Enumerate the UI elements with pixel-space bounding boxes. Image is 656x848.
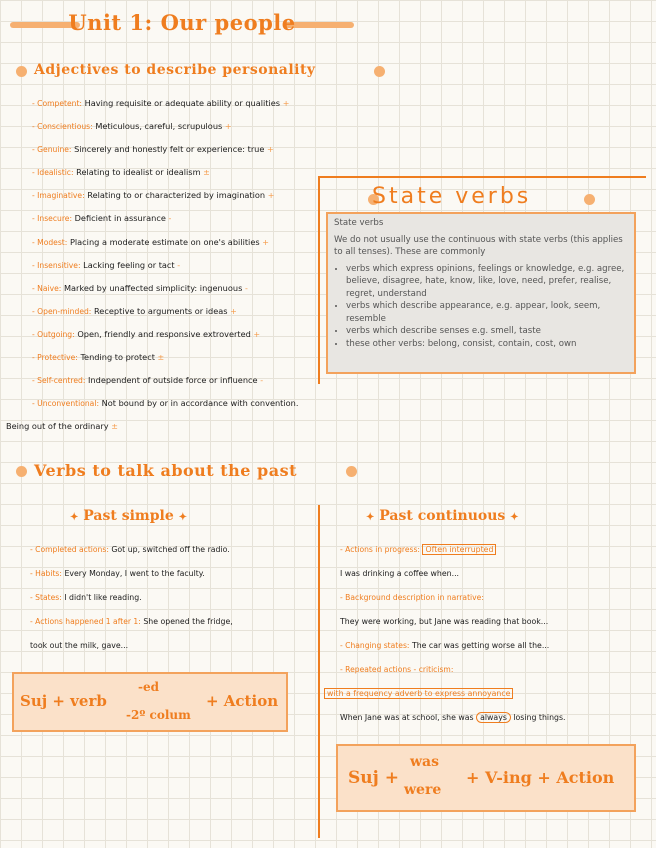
state-verbs-box [326, 212, 636, 374]
adjective-row [32, 323, 332, 346]
list-item: • these other verbs: belong, consist, contain, cost, own [346, 338, 628, 351]
connotation-mark: - [177, 260, 181, 270]
adjective-definition: Relating to idealist or idealism [76, 167, 201, 178]
page-title: Unit 1: Our people [68, 10, 296, 35]
list-item: - Actions in progress: Often interrupted [340, 538, 640, 562]
formula-subject: Suj + [348, 768, 399, 788]
list-item [324, 682, 640, 706]
list-item: - Changing states: The car was getting worse all the... [340, 641, 550, 650]
list-item: - States: I didn't like reading. [30, 593, 142, 602]
adjective-row [32, 161, 332, 184]
state-verbs-heading: State verbs [372, 184, 532, 209]
formula-option-was: was [410, 754, 440, 770]
list-item: took out the milk, gave... [30, 641, 129, 650]
connotation-mark: + [230, 306, 237, 316]
list-item: - Background description in narrative: [340, 593, 484, 602]
adjective-row [32, 392, 332, 415]
connotation-mark: + [224, 122, 232, 132]
circled-word: always [476, 712, 511, 723]
list-item: - Actions happened 1 after 1: She opened the fridge, [30, 617, 233, 626]
adjective-definition: Meticulous, careful, scrupulous [95, 121, 223, 132]
adjective-row [32, 346, 332, 369]
adjective-term: - Outgoing: [32, 329, 75, 339]
formula-option-were: were [404, 782, 442, 798]
bullet-dot-icon [374, 66, 385, 77]
note-box: Often interrupted [422, 544, 496, 555]
adjective-term: - Self-centred: [32, 376, 86, 386]
adjective-term: - Idealistic: [32, 168, 74, 178]
adjective-row [32, 92, 332, 115]
adjective-term: - Genuine: [32, 145, 72, 155]
adjective-term: - Naive: [32, 283, 62, 293]
adjective-term: - Conscientious: [32, 122, 93, 132]
past-continuous-formula [336, 744, 636, 812]
adjective-term: - Insecure: [32, 214, 73, 224]
column-divider [318, 505, 320, 838]
connotation-mark: + [267, 191, 275, 201]
connotation-mark: - [244, 283, 248, 293]
section-heading-adjectives: Adjectives to describe personality [34, 62, 316, 78]
bullet-dot-icon [584, 194, 595, 205]
list-item: They were working, but Jane was reading that book... [340, 617, 549, 626]
adjective-definition: Marked by unaffected simplicity: ingenuous [63, 282, 243, 293]
list-item: I was drinking a coffee when... [340, 569, 460, 578]
past-simple-heading: ✦ Past simple ✦ [70, 508, 188, 524]
adjective-row [32, 115, 332, 138]
adjective-row [32, 300, 332, 323]
adjective-definition: Placing a moderate estimate on one's abilities [69, 236, 260, 247]
adjective-term: - Imaginative: [32, 191, 85, 201]
formula-subject: Suj + verb [20, 692, 107, 710]
sparkle-icon: ✦ [366, 512, 375, 523]
list-item: When Jane was at school, she was always losing things. [340, 713, 566, 722]
past-continuous-heading: ✦ Past continuous ✦ [366, 508, 519, 524]
connotation-mark: + [253, 329, 261, 339]
formula-option-ed: -ed [138, 680, 160, 694]
adjective-row [32, 254, 332, 277]
formula-tail: + Action [206, 692, 279, 710]
list-item: • verbs which describe appearance, e.g. appear, look, seem, resemble [346, 300, 628, 325]
state-verbs-intro: We do not usually use the continuous with state verbs (this applies to all tenses). These are commonly [334, 234, 623, 257]
adjective-definition: Receptive to arguments or ideas [93, 305, 228, 316]
connotation-mark: - [168, 214, 172, 224]
formula-option-column: -2º colum [126, 708, 191, 722]
formula-tail: + V-ing + Action [466, 768, 615, 787]
list-item: - Repeated actions - criticism: [340, 665, 454, 674]
adjective-row [32, 369, 332, 392]
adjective-term: - Competent: [32, 99, 82, 108]
adjective-definition: Having requisite or adequate ability or qualities [84, 98, 281, 108]
connotation-mark: + [267, 145, 274, 155]
adjective-row [6, 415, 332, 438]
adjective-term: - Insensitive: [32, 260, 81, 270]
adjective-definition: Deficient in assurance [74, 213, 166, 224]
connotation-mark: - [260, 376, 264, 386]
connotation-mark: + [282, 99, 290, 108]
adjective-row [32, 138, 332, 161]
sparkle-icon: ✦ [178, 512, 188, 523]
adjective-term: - Protective: [32, 353, 78, 363]
adjective-definition: Lacking feeling or tact [83, 259, 175, 270]
adjective-definition: Tending to protect [80, 352, 155, 363]
adjective-definition: Not bound by or in accordance with convention. [101, 398, 299, 409]
adjective-row [32, 231, 332, 254]
connotation-mark: ± [157, 353, 165, 363]
adjective-term: - Unconventional: [32, 399, 100, 409]
note-box: with a frequency adverb to express annoyance [324, 688, 513, 699]
adjective-term: - Modest: [32, 237, 68, 247]
adjective-term: - Open-minded: [32, 306, 92, 316]
connotation-mark: + [262, 237, 269, 247]
list-item: - Habits: Every Monday, I went to the faculty. [30, 569, 205, 578]
adjective-definition: Sincerely and honestly felt or experience: true [74, 144, 265, 155]
adjective-definition: Relating to or characterized by imagination [87, 190, 266, 201]
adjective-definition: Independent of outside force or influence [88, 375, 258, 386]
connotation-mark: ± [111, 422, 118, 432]
past-continuous-list [327, 538, 640, 730]
bullet-dot-icon [346, 466, 357, 477]
past-simple-list [30, 538, 315, 658]
state-verbs-box-title: State verbs [334, 218, 384, 228]
bullet-dot-icon [16, 466, 27, 477]
adjective-definition: Being out of the ordinary [6, 421, 109, 432]
adjective-list [6, 92, 332, 438]
sparkle-icon: ✦ [70, 512, 79, 523]
list-item: • verbs which express opinions, feelings or knowledge, e.g. agree, believe, disagree, hate, know, like, love, need, prefer, realise, regret, understand [346, 263, 628, 301]
adjective-definition: Open, friendly and responsive extroverted [77, 328, 251, 339]
connotation-mark: ± [203, 168, 210, 178]
adjective-row [32, 207, 332, 230]
adjective-row [32, 277, 332, 300]
sparkle-icon: ✦ [510, 512, 519, 523]
list-item: - Completed actions: Got up, switched off the radio. [30, 545, 230, 554]
past-simple-formula [12, 672, 288, 732]
list-item: • verbs which describe senses e.g. smell, taste [346, 325, 628, 338]
section-heading-past: Verbs to talk about the past [34, 461, 297, 480]
bullet-dot-icon [16, 66, 27, 77]
adjective-row [32, 184, 332, 207]
state-verbs-bullets [334, 263, 628, 351]
